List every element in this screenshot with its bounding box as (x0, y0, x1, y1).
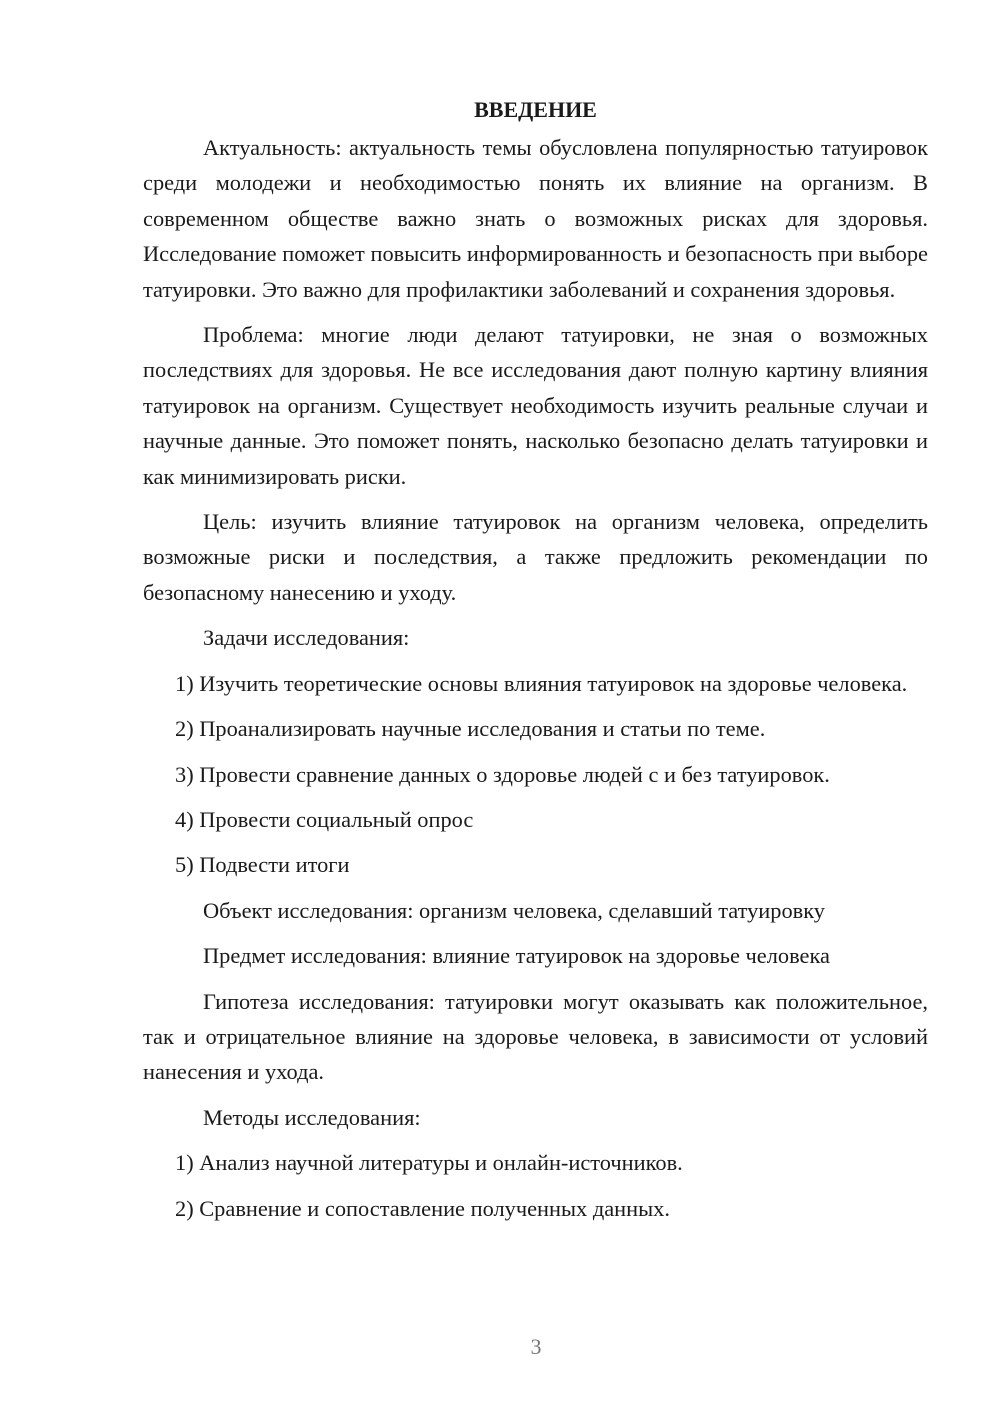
task-item: 3) Провести сравнение данных о здоровье людей с и без татуировок. (175, 761, 830, 787)
hypothesis-paragraph: Гипотеза исследования: татуировки могут оказывать как положительное, так и отрицательное влияние на здоровье человека, в зависимости от условий нанесения и ухода. (143, 988, 928, 1085)
method-item: 2) Сравнение и сопоставление полученных данных. (175, 1195, 670, 1221)
page-title: ВВЕДЕНИЕ (474, 97, 597, 122)
relevance-paragraph: Актуальность: актуальность темы обусловлена популярностью татуировок среди молодежи и необходимостью понять их влияние на организм. В современном обществе важно знать о возможных рисках для здоровья. Исследование поможет повысить информированность и безопасность при выборе татуировки. Это важно для профилактики заболеваний и сохранения здоровья. (143, 135, 928, 302)
task-item: 2) Проанализировать научные исследования и статьи по теме. (175, 716, 766, 742)
task-item: 1) Изучить теоретические основы влияния татуировок на здоровье человека. (175, 670, 908, 696)
research-subject: Предмет исследования: влияние татуировок на здоровье человека (203, 943, 830, 969)
problem-paragraph: Проблема: многие люди делают татуировки, не зная о возможных последствиях для здоровья. Не все исследования дают полную картину влияния татуировок на организм. Существует необходимость изучить реальные случаи и научные данные. Это поможет понять, насколько безопасно делать татуировки и как минимизировать риски. (143, 322, 928, 489)
goal-paragraph: Цель: изучить влияние татуировок на организм человека, определить возможные риски и последствия, а также предложить рекомендации по безопасному нанесению и уходу. (143, 509, 928, 605)
task-item: 4) Провести социальный опрос (175, 806, 474, 832)
tasks-heading: Задачи исследования: (203, 625, 410, 651)
methods-heading: Методы исследования: (203, 1104, 421, 1130)
document-page (143, 96, 928, 1236)
method-item: 1) Анализ научной литературы и онлайн-источников. (175, 1150, 683, 1176)
task-item: 5) Подвести итоги (175, 852, 350, 878)
page-number: 3 (530, 1334, 542, 1359)
research-object: Объект исследования: организм человека, сделавший татуировку (203, 897, 825, 923)
